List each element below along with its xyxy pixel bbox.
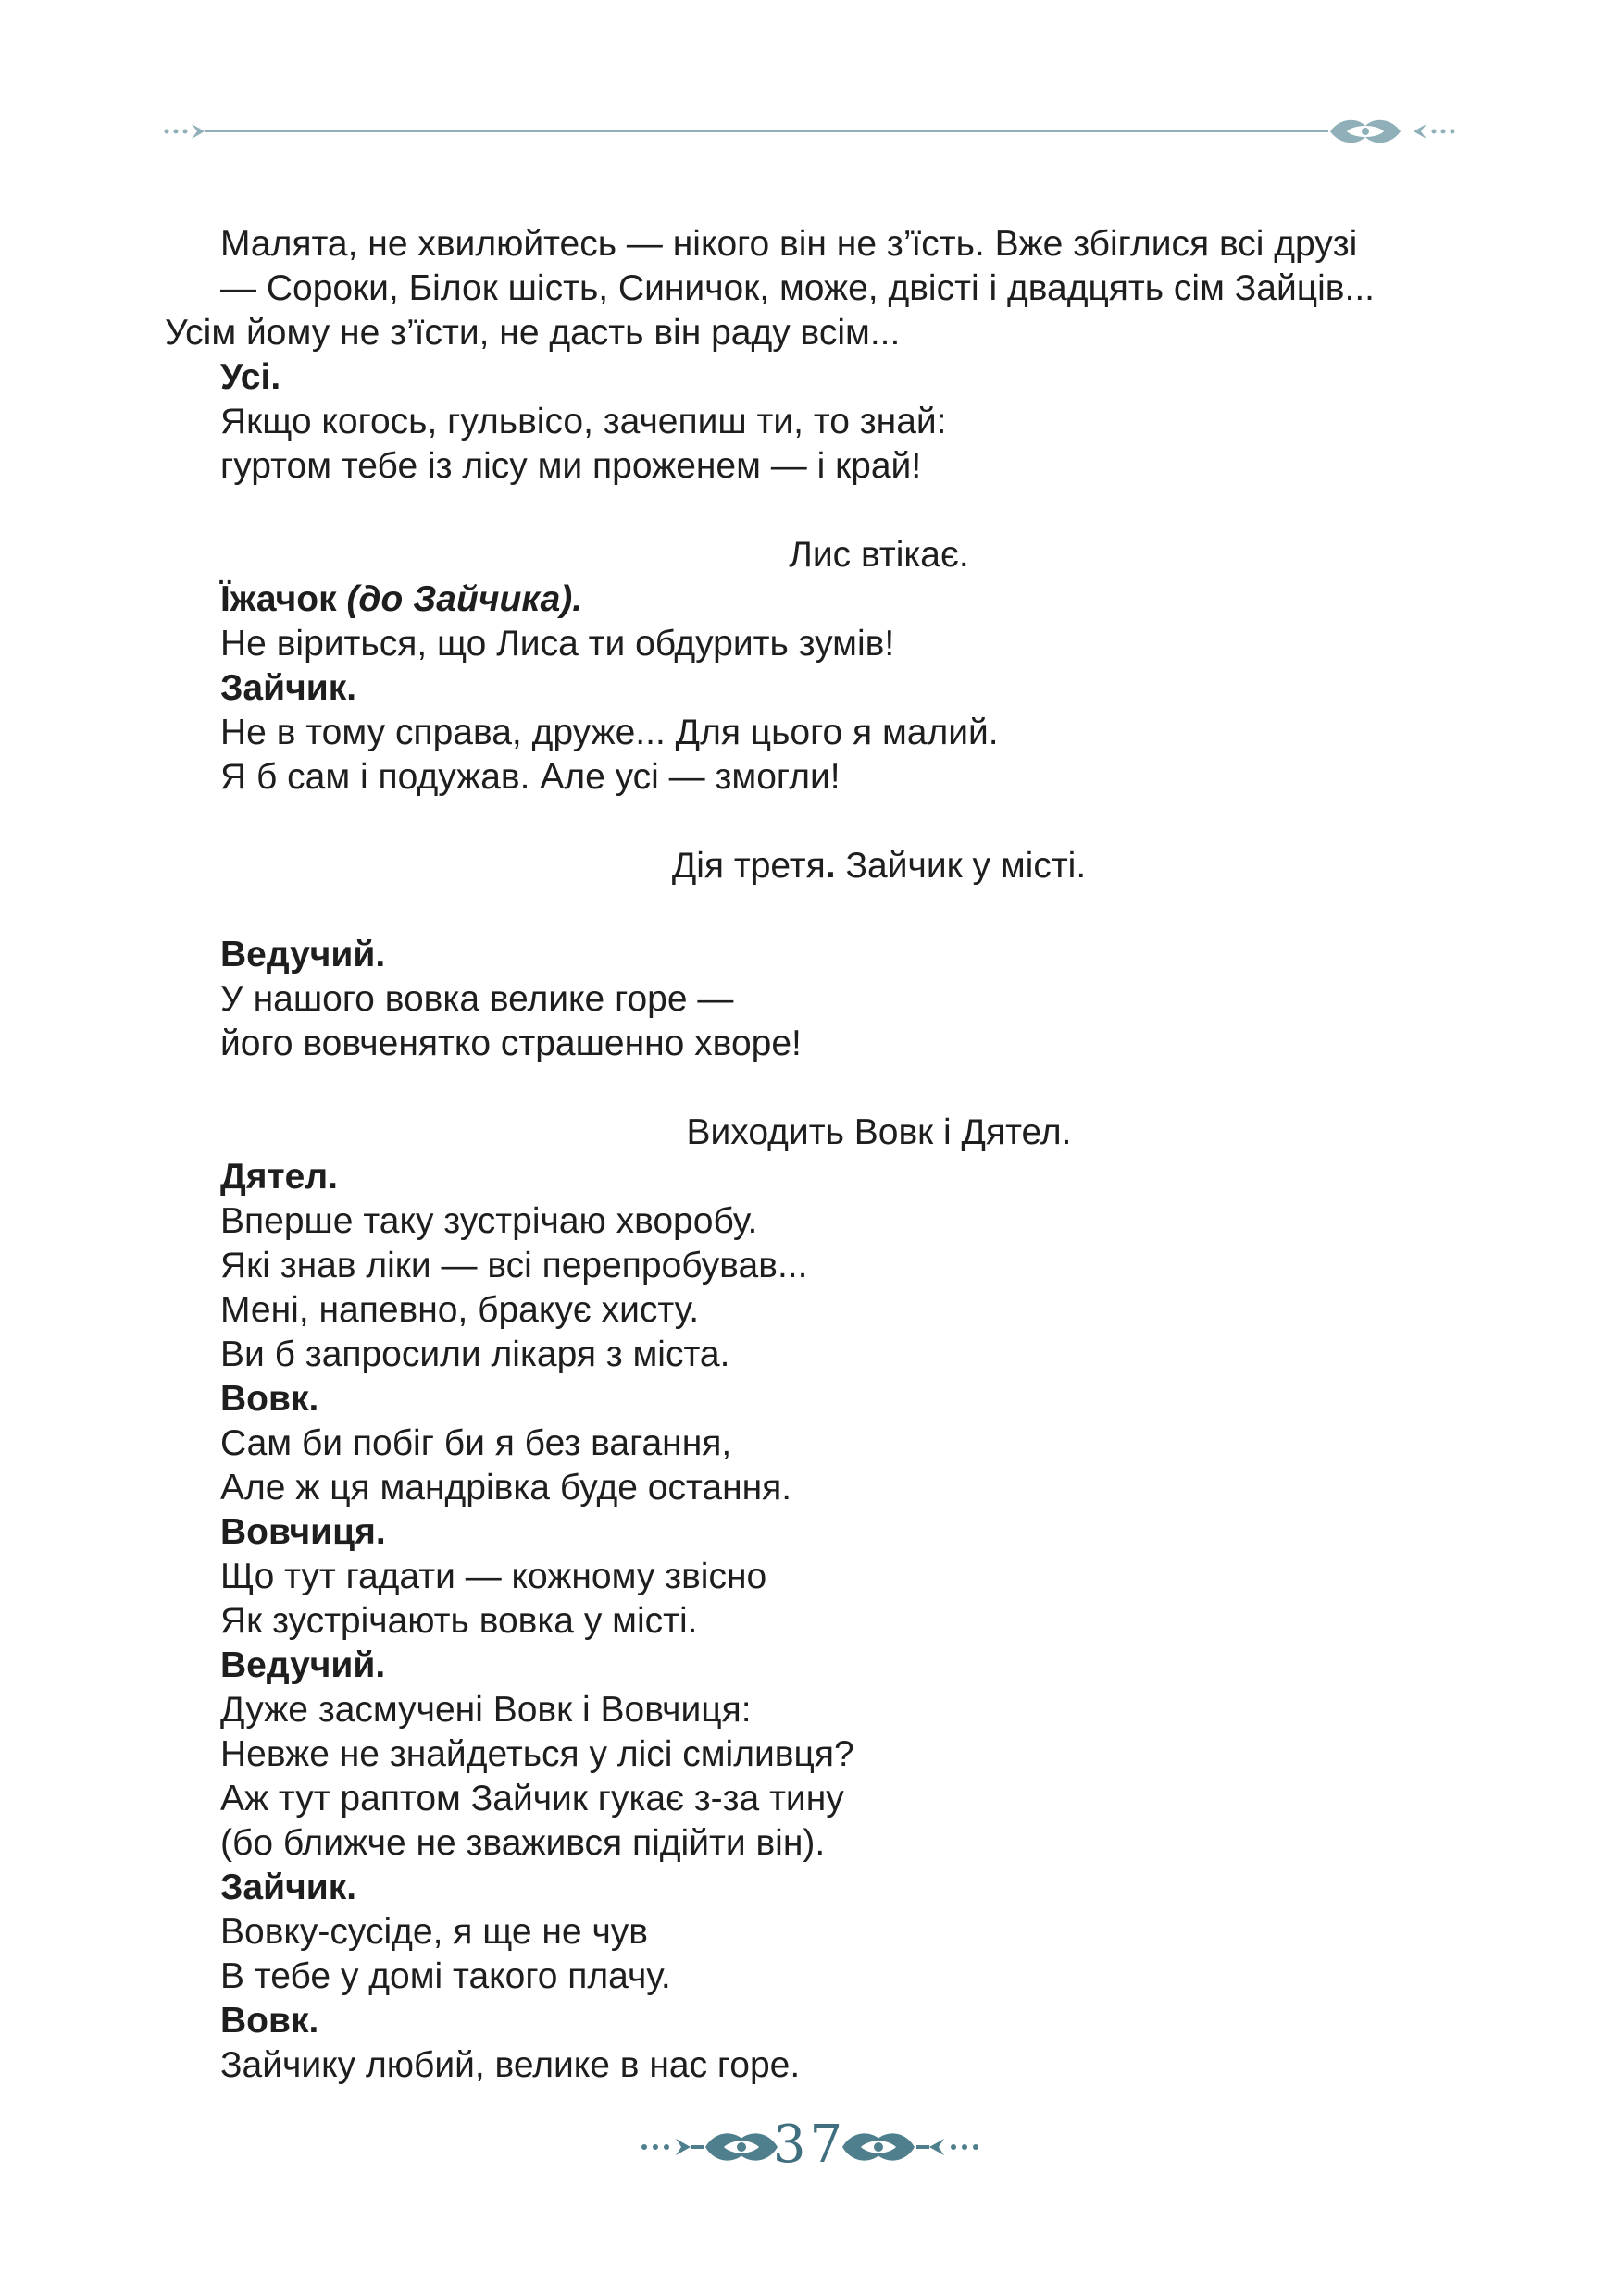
text-line: Аж тут раптом Зайчик гукає з-за тину — [220, 1779, 844, 1818]
speaker-note: (до Зайчика). — [346, 579, 583, 619]
speaker-name-text: Їжачок — [220, 579, 337, 619]
text-line: Вовку-сусіде, я ще не чув — [220, 1912, 648, 1952]
speaker-name: Зайчик. — [220, 668, 357, 708]
text-line: Сам би побіг би я без вагання, — [220, 1423, 732, 1463]
stage-direction: Лис втікає. — [789, 535, 969, 575]
speaker-name: Вовчиця. — [220, 1512, 386, 1552]
text-line: Які знав ліки — всі перепробував... — [220, 1246, 808, 1285]
speaker-name: Вовк. — [220, 2001, 319, 2041]
text-line: Вперше таку зустрічаю хворобу. — [220, 1201, 758, 1241]
text-line: Як зустрічають вовка у місті. — [220, 1601, 698, 1641]
text-line: Що тут гадати — кожному звісно — [220, 1557, 767, 1596]
speaker-name: Ведучий. — [220, 1645, 386, 1685]
text-line: Але ж ця мандрівка буде остання. — [220, 1468, 792, 1508]
text-line: Малята, не хвилюйтесь — нікого він не з’їсть. Вже збіглися всі друзі — [220, 224, 1358, 264]
act-heading: Дія третя. Зайчик у місті. — [671, 846, 1087, 886]
speaker-name: Вовк. — [220, 1379, 319, 1419]
text-line: Усім йому не з’їсти, не дасть він раду всім... — [165, 313, 901, 353]
text-line: У нашого вовка велике горе — — [220, 979, 734, 1019]
header-ornament-rule — [162, 113, 1458, 150]
act-heading-title: Дія третя — [671, 846, 826, 886]
text-line: гуртом тебе із лісу ми проженем — і край! — [220, 446, 922, 486]
text-line: Не віриться, що Лиса ти обдурить зумів! — [220, 624, 895, 664]
stage-direction: Виходить Вовк і Дятел. — [686, 1112, 1072, 1152]
speaker-name: Усі. — [220, 357, 281, 397]
text-line: Мені, напевно, бракує хисту. — [220, 1290, 700, 1330]
text-line: Зайчику любий, велике в нас горе. — [220, 2045, 801, 2085]
text-line: Не в тому справа, друже... Для цього я малий. — [220, 713, 999, 752]
speaker-name: Ведучий. — [220, 935, 386, 974]
text-line: (бо ближче не зважився підійти він). — [220, 1823, 826, 1863]
text-line: — Сороки, Білок шість, Синичок, може, двісті і двадцять сім Зайців... — [220, 268, 1375, 308]
speaker-name: Дятел. — [220, 1157, 338, 1197]
speaker-name — [220, 577, 1462, 622]
text-line: його вовченятко страшенно хворе! — [220, 1024, 802, 1063]
text-line: Якщо когось, гульвісо, зачепиш ти, то знай: — [220, 402, 947, 441]
page-number: 37 — [772, 2115, 847, 2175]
text-line: Дуже засмучені Вовк і Вовчиця: — [220, 1690, 752, 1730]
text-line: Ви б запросили лікаря з міста. — [220, 1334, 730, 1374]
text-line: Я б сам і подужав. Але усі — змогли! — [220, 757, 841, 797]
text-line: Невже не знайдеться у лісі сміливця? — [220, 1734, 854, 1774]
text-line: В тебе у домі такого плачу. — [220, 1956, 671, 1996]
act-heading-subtitle: Зайчик у місті. — [845, 846, 1087, 886]
speaker-name: Зайчик. — [220, 1868, 357, 1907]
